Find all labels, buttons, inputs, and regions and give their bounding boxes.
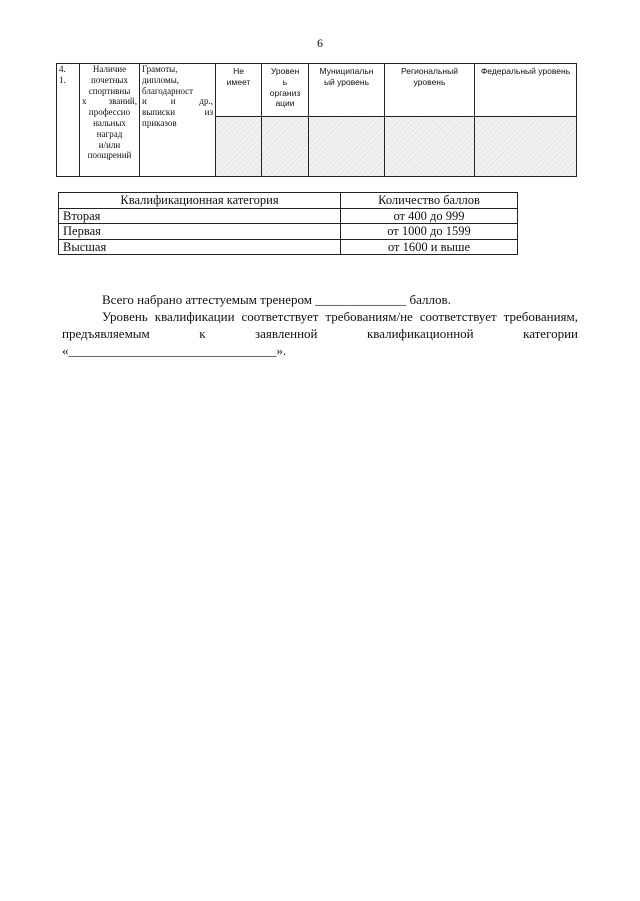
criteria-documents-line: дипломы, [142,74,180,85]
category-header-cell: Квалификационная категория [59,193,341,209]
organization-header-line: Уровен [270,66,300,76]
federal-score-cell [475,117,577,177]
federal-level-header: Федеральный уровень [475,64,577,117]
criteria-table [56,63,577,177]
organization-header-line: ации [275,98,295,109]
regional-header-line: Региональный [401,66,458,76]
category-cell: Вторая [59,208,341,224]
municipal-header-line: Муниципальн [319,66,374,76]
municipal-score-cell [309,117,385,177]
points-header-cell: Количество баллов [341,193,518,209]
criteria-name-line: наград [96,128,123,139]
municipal-header-line: ый уровень [323,76,370,87]
regional-score-cell [385,117,475,177]
total-points-text: Всего набрано аттестуемым тренером ______________ баллов. [102,292,451,307]
organization-header-line: организ [269,87,301,98]
category-cell: Первая [59,224,341,240]
criteria-name-line: Наличие [92,64,127,74]
criteria-name-line: поощрений [87,150,132,161]
organization-level-header [262,64,309,117]
qualification-paragraph [62,308,578,359]
criteria-number-cell [57,64,80,177]
category-cell: Высшая [59,239,341,255]
points-cell: от 1000 до 1599 [341,224,518,240]
page-number: 6 [317,36,323,50]
criteria-name-line: и/или [98,139,121,150]
criteria-number-line: 1. [59,74,66,85]
organization-score-cell [262,117,309,177]
none-score-cell [216,117,262,177]
criteria-documents-line: и и др., [142,96,213,107]
criteria-number-line: 4. [59,64,66,74]
none-column-header [216,64,262,117]
criteria-name-cell [80,64,140,177]
regional-header-line: уровень [413,76,446,87]
criteria-documents-line: благодарност [142,85,194,96]
table-row [59,208,518,224]
qualification-line: предъявляемым к заявленной квалификационной категории [62,326,578,341]
points-cell: от 1600 и выше [341,239,518,255]
criteria-documents-cell [140,64,216,177]
category-table-header [59,193,518,209]
criteria-name-line: нальных [93,117,126,128]
table-row [59,239,518,255]
criteria-name-line: х званий, [82,96,137,107]
organization-header-line: ь [282,76,288,87]
criteria-documents-line: выписки из [142,107,213,118]
none-header-line: имеет [226,76,251,87]
municipal-level-header [309,64,385,117]
none-header-line: Не [233,66,244,76]
criteria-documents-line: приказов [142,117,177,128]
qualification-line: Уровень квалификации соответствует требованиям/не соответствует требованиям, [102,309,578,324]
criteria-name-line: почетных [91,74,128,85]
table-row [59,224,518,240]
criteria-name-line: спортивны [88,85,131,96]
criteria-documents-line: Грамоты, [142,64,178,74]
points-cell: от 400 до 999 [341,208,518,224]
regional-level-header [385,64,475,117]
qualification-category-blank: «________________________________». [62,343,287,358]
criteria-name-line: профессио [88,107,131,118]
category-table [58,192,518,255]
